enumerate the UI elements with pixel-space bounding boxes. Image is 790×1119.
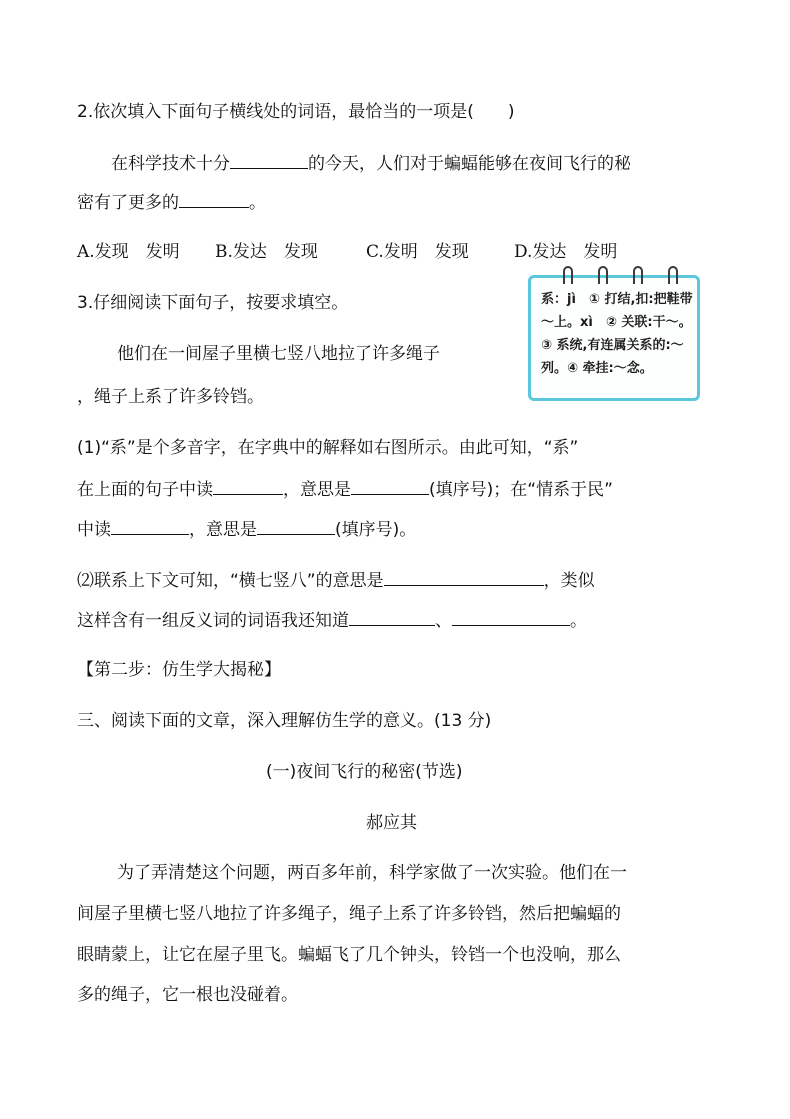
article-paragraph-line4: 多的绳子，它一根也没碰着。: [77, 985, 298, 1005]
q3-sub2-text-d: 、: [435, 611, 452, 631]
article-paragraph-line1: 为了弄清楚这个问题，两百多年前，科学家做了一次实验。他们在一: [117, 863, 627, 883]
dictionary-card: [528, 275, 700, 401]
q3-sub2-blank-3[interactable]: [452, 609, 570, 626]
q3-sub1-text-a: 在上面的句子中读: [77, 480, 213, 500]
q3-sub1-line3: [77, 518, 416, 541]
q2-sentence-line2: [77, 191, 266, 214]
q3-sub1-text-f: (填序号)。: [335, 520, 417, 540]
q2-option-c[interactable]: C.发明 发现: [366, 242, 469, 262]
q3-sub1-blank-3[interactable]: [111, 518, 189, 535]
q2-sentence-line1: [111, 152, 631, 175]
section3-heading: 三、阅读下面的文章，深入理解仿生学的意义。(13 分): [77, 711, 492, 731]
q2-sentence-part2: 的今天，人们对于蝙蝠能够在夜间飞行的秘: [308, 154, 631, 174]
q3-sub2-text-a: ⑵联系上下文可知，“横七竖八”的意思是: [77, 571, 384, 591]
q3-sub2-line2: [77, 609, 587, 632]
dictionary-entry: 系：jì ① 打结,扣:把鞋带～上。xì ② 关联:干～。③ 系统,有连属关系的:～列。④ 牵挂:～念。: [541, 292, 693, 376]
step2-heading: 【第二步：仿生学大揭秘】: [77, 660, 281, 680]
q3-sub1-blank-4[interactable]: [257, 518, 335, 535]
q2-option-b[interactable]: B.发达 发现: [215, 242, 318, 262]
q2-sentence-part3: 密有了更多的: [77, 193, 179, 213]
q3-sub1-blank-1[interactable]: [213, 478, 283, 495]
binder-ring-icon: [598, 266, 608, 284]
q3-sub2-text-e: 。: [570, 611, 587, 631]
q2-blank-2[interactable]: [179, 191, 249, 208]
q3-sub1-text-e: ，意思是: [189, 520, 257, 540]
q3-sub2-blank-2[interactable]: [349, 609, 435, 626]
q3-sub1-line1: (1)“系”是个多音字，在字典中的解释如右图所示。由此可知，“系”: [77, 438, 579, 458]
q3-sub2-line1: [77, 569, 595, 592]
binder-ring-icon: [633, 266, 643, 284]
q2-sentence-part1: 在科学技术十分: [111, 154, 230, 174]
q2-option-d[interactable]: D.发达 发明: [514, 242, 618, 262]
q2-title: 2.依次填入下面句子横线处的词语，最恰当的一项是( ): [77, 102, 515, 122]
q2-blank-1[interactable]: [230, 152, 308, 169]
q3-sub2-text-b: ，类似: [543, 571, 595, 591]
binder-ring-icon: [668, 266, 678, 284]
q2-sentence-part4: 。: [249, 193, 266, 213]
article-title: (一)夜间飞行的秘密(节选): [266, 762, 463, 782]
article-paragraph-line2: 间屋子里横七竖八地拉了许多绳子，绳子上系了许多铃铛，然后把蝙蝠的: [77, 904, 621, 924]
article-paragraph-line3: 眼睛蒙上，让它在屋子里飞。蝙蝠飞了几个钟头，铃铛一个也没响，那么: [77, 945, 621, 965]
q3-quote-line1: 他们在一间屋子里横七竖八地拉了许多绳子: [117, 344, 440, 364]
q3-title: 3.仔细阅读下面句子，按要求填空。: [77, 293, 349, 313]
q3-sub1-text-b: ，意思是: [283, 480, 351, 500]
q2-option-a[interactable]: A.发现 发明: [77, 242, 180, 262]
q3-sub2-text-c: 这样含有一组反义词的词语我还知道: [77, 611, 349, 631]
article-author: 郝应其: [366, 813, 417, 833]
q3-sub1-text-d: 中读: [77, 520, 111, 540]
binder-ring-icon: [563, 266, 573, 284]
q3-sub2-blank-1[interactable]: [384, 569, 544, 586]
q3-sub1-line2: [77, 478, 613, 501]
q3-sub1-text-c: (填序号)；在“情系于民”: [429, 480, 613, 500]
q3-sub1-blank-2[interactable]: [351, 478, 429, 495]
q3-quote-line2: ，绳子上系了许多铃铛。: [77, 387, 264, 407]
